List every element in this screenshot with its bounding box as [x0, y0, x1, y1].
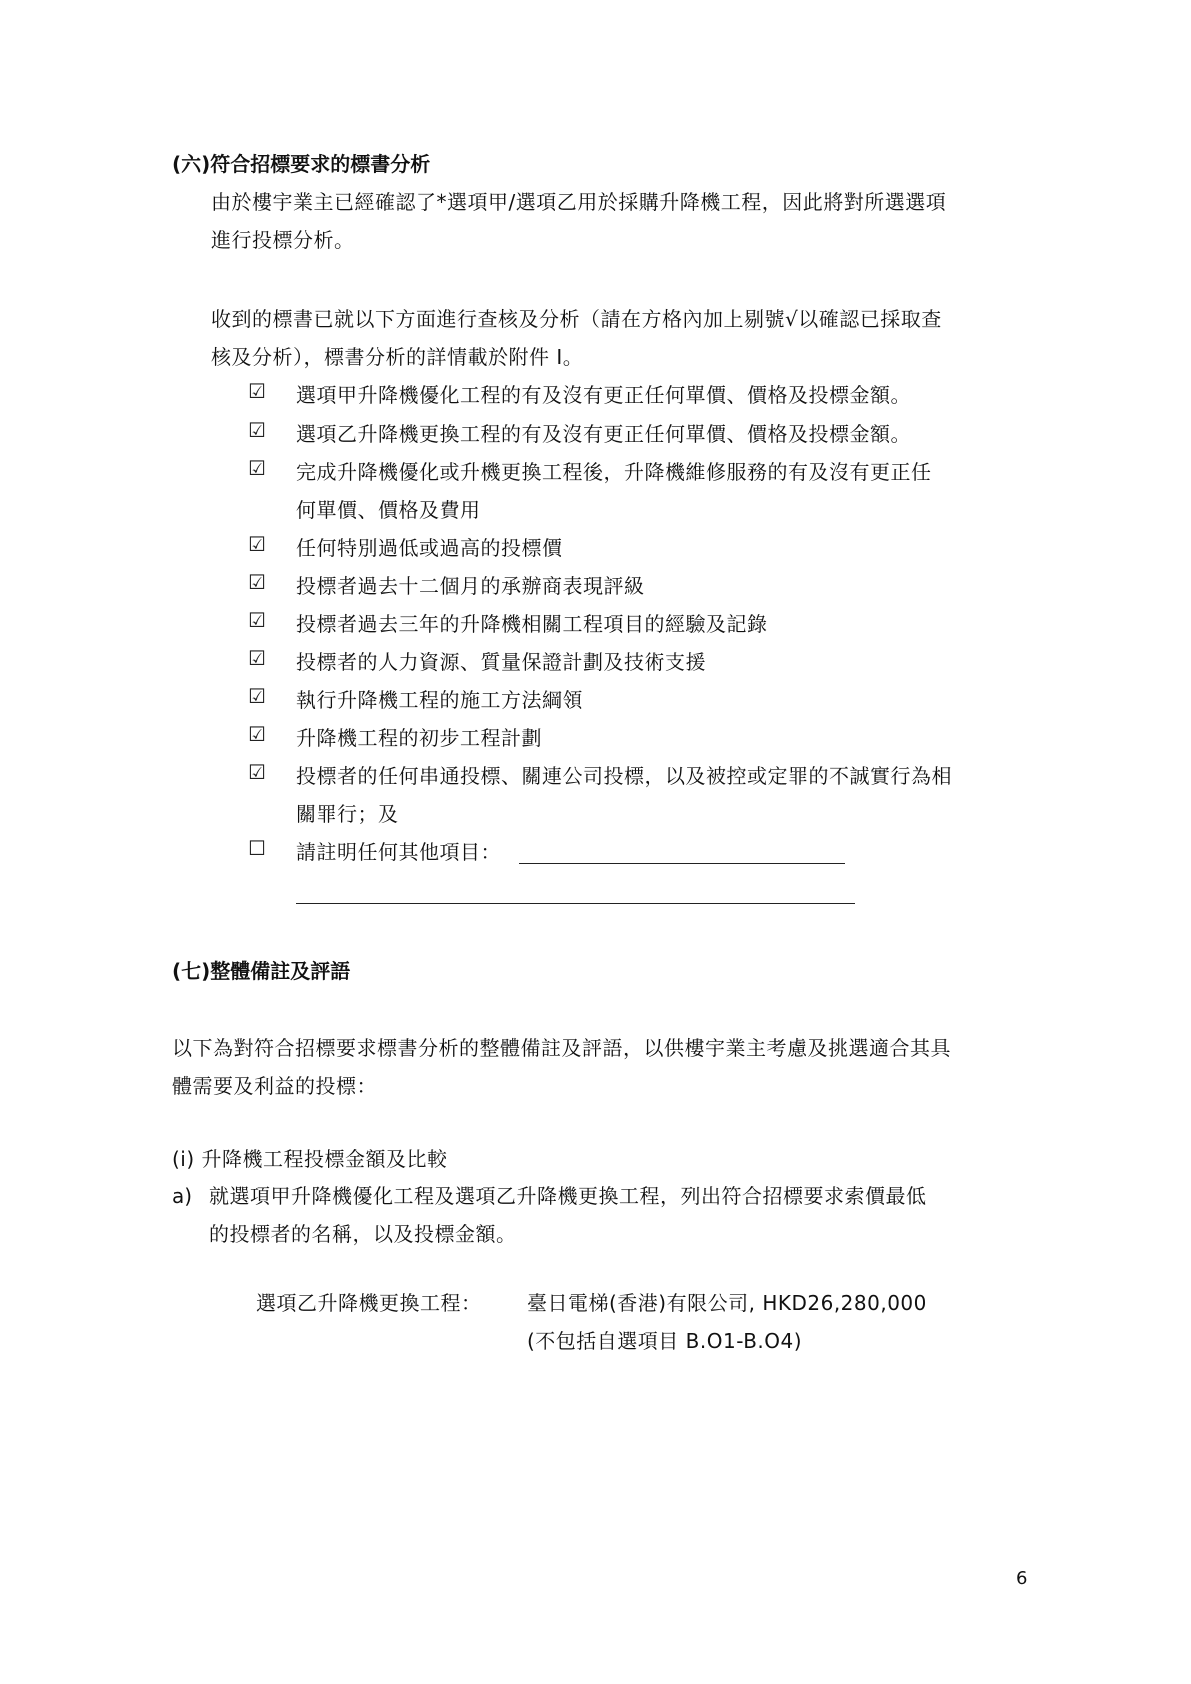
- checklist-item-text: 投標者的人力資源、質量保證計劃及技術支援: [296, 650, 706, 674]
- checked-box-icon[interactable]: ☑: [248, 418, 267, 442]
- checklist-item-text: 任何特別過低或過高的投標價: [296, 536, 563, 560]
- checked-box-icon[interactable]: ☑: [248, 760, 267, 784]
- section-7-subheading: (i) 升降機工程投標金額及比較: [172, 1147, 448, 1171]
- checked-box-icon[interactable]: ☑: [248, 456, 267, 480]
- checklist-item-text: 請註明任何其他項目：: [296, 840, 501, 864]
- page-number: 6: [1016, 1568, 1028, 1589]
- checklist-item-text: 何單價、價格及費用: [296, 498, 481, 522]
- checked-box-icon[interactable]: ☑: [248, 646, 267, 670]
- section-7-heading: (七)整體備註及評語: [172, 959, 351, 983]
- checklist-item-text: 投標者過去三年的升降機相關工程項目的經驗及記錄: [296, 612, 768, 636]
- checked-box-icon[interactable]: ☑: [248, 684, 267, 708]
- checked-box-icon[interactable]: ☑: [248, 722, 267, 746]
- item-a-line-1: 就選項甲升降機優化工程及選項乙升降機更換工程，列出符合招標要求索價最低: [209, 1184, 927, 1208]
- other-items-blank-line-1[interactable]: [519, 863, 845, 864]
- result-value-line-2: (不包括自選項目 B.O1-B.O4): [527, 1329, 803, 1353]
- checklist-item-text: 升降機工程的初步工程計劃: [296, 726, 542, 750]
- item-a-line-2: 的投標者的名稱，以及投標金額。: [209, 1222, 517, 1246]
- checked-box-icon[interactable]: ☑: [248, 379, 267, 403]
- checked-box-icon[interactable]: ☑: [248, 570, 267, 594]
- checklist-item-text: 選項甲升降機優化工程的有及沒有更正任何單價、價格及投標金額。: [296, 383, 911, 407]
- checklist-item-text: 投標者過去十二個月的承辦商表現評級: [296, 574, 645, 598]
- result-label: 選項乙升降機更換工程：: [256, 1291, 482, 1315]
- checked-box-icon[interactable]: ☑: [248, 532, 267, 556]
- result-value-line-1: 臺日電梯(香港)有限公司, HKD26,280,000: [527, 1291, 927, 1315]
- checklist-item-text: 執行升降機工程的施工方法綱領: [296, 688, 583, 712]
- other-items-blank-line-2[interactable]: [296, 903, 855, 904]
- section-6-intro-line-1: 由於樓宇業主已經確認了*選項甲/選項乙用於採購升降機工程，因此將對所選選項: [211, 190, 947, 214]
- unchecked-box-icon[interactable]: ☐: [248, 836, 267, 860]
- item-a-marker: a): [172, 1184, 193, 1208]
- checked-box-icon[interactable]: ☑: [248, 608, 267, 632]
- section-6-intro-line-2: 進行投標分析。: [211, 228, 355, 252]
- checklist-item-text: 完成升降機優化或升機更換工程後，升降機維修服務的有及沒有更正任: [296, 460, 932, 484]
- checklist-item-text: 投標者的任何串通投標、關連公司投標，以及被控或定罪的不誠實行為相: [296, 764, 952, 788]
- checklist-item-text: 關罪行；及: [296, 802, 399, 826]
- section-7-intro-line-2: 體需要及利益的投標：: [172, 1074, 377, 1098]
- section-7-intro-line-1: 以下為對符合招標要求標書分析的整體備註及評語，以供樓宇業主考慮及挑選適合其具: [172, 1036, 951, 1060]
- section-6-heading: (六)符合招標要求的標書分析: [172, 152, 431, 176]
- section-6-review-line-1: 收到的標書已就以下方面進行查核及分析（請在方格內加上剔號√以確認已採取查: [211, 307, 942, 331]
- checklist-item-text: 選項乙升降機更換工程的有及沒有更正任何單價、價格及投標金額。: [296, 422, 911, 446]
- section-6-review-line-2: 核及分析），標書分析的詳情載於附件 I。: [211, 345, 584, 369]
